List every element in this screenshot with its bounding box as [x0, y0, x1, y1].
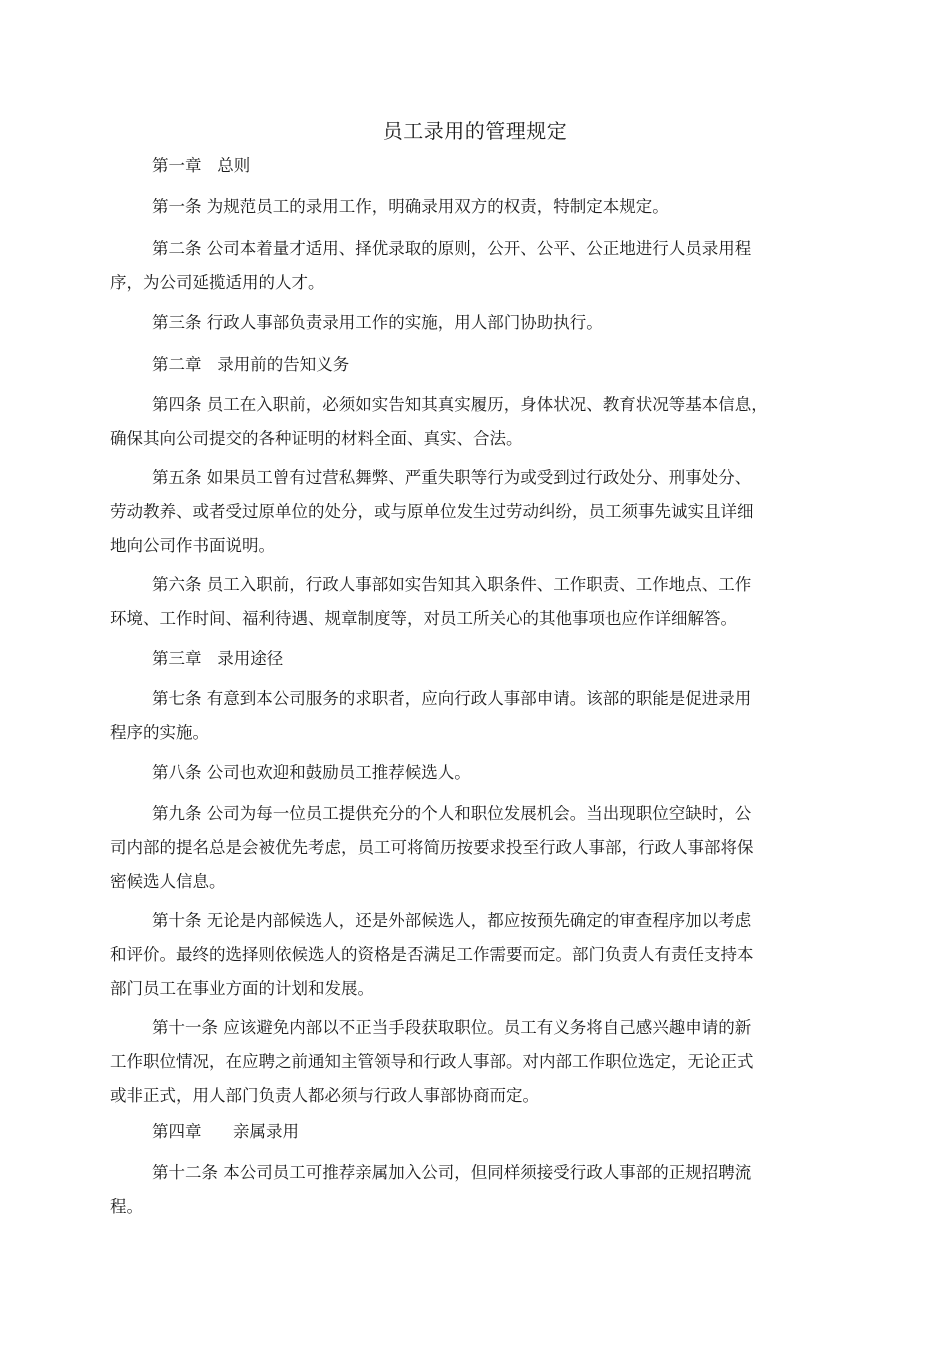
article-9-line: 密候选人信息。 [110, 872, 226, 891]
article-1-line: 第一条 为规范员工的录用工作，明确录用双方的权责，特制定本规定。 [152, 197, 669, 216]
article-11-line: 第十一条 应该避免内部以不正当手段获取职位。员工有义务将自己感兴趣申请的新 [152, 1018, 752, 1037]
article-3 [110, 306, 830, 340]
article-3-line: 第三条 行政人事部负责录用工作的实施，用人部门协助执行。 [152, 313, 603, 332]
article-4-line: 第四条 员工在入职前，必须如实告知其真实履历，身体状况、教育状况等基本信息， [152, 395, 768, 414]
article-6 [110, 568, 830, 636]
article-6-line: 第六条 员工入职前，行政人事部如实告知其入职条件、工作职责、工作地点、工作 [152, 575, 752, 594]
chapter-1-heading: 第一章 总则 [152, 156, 251, 175]
article-5-line: 地向公司作书面说明。 [110, 536, 275, 555]
chapter-3-heading: 第三章 录用途径 [152, 649, 284, 668]
article-8 [110, 756, 830, 790]
chapter-4-heading: 第四章 亲属录用 [152, 1122, 299, 1141]
article-5 [110, 461, 830, 563]
article-6-line: 环境、工作时间、福利待遇、规章制度等，对员工所关心的其他事项也应作详细解答。 [110, 609, 737, 628]
article-10-line: 第十条 无论是内部候选人，还是外部候选人，都应按预先确定的审查程序加以考虑 [152, 911, 752, 930]
article-9 [110, 797, 830, 899]
article-2-line: 序，为公司延揽适用的人才。 [110, 273, 325, 292]
article-5-line: 第五条 如果员工曾有过营私舞弊、严重失职等行为或受到过行政处分、刑事处分、 [152, 468, 752, 487]
article-11-line: 或非正式，用人部门负责人都必须与行政人事部协商而定。 [110, 1086, 539, 1105]
article-10 [110, 904, 830, 1006]
chapter-2-heading: 第二章 录用前的告知义务 [152, 355, 350, 374]
article-1 [110, 190, 830, 224]
article-5-line: 劳动教养、或者受过原单位的处分，或与原单位发生过劳动纠纷，员工须事先诚实且详细 [110, 502, 754, 521]
article-10-line: 部门员工在事业方面的计划和发展。 [110, 979, 374, 998]
article-12-line: 第十二条 本公司员工可推荐亲属加入公司，但同样须接受行政人事部的正规招聘流 [152, 1163, 752, 1182]
article-9-line: 司内部的提名总是会被优先考虑，员工可将简历按要求投至行政人事部，行政人事部将保 [110, 838, 754, 857]
article-9-line: 第九条 公司为每一位员工提供充分的个人和职位发展机会。当出现职位空缺时，公 [152, 804, 752, 823]
article-12 [110, 1156, 830, 1224]
article-2 [110, 232, 830, 300]
article-11 [110, 1011, 830, 1113]
article-2-line: 第二条 公司本着量才适用、择优录取的原则，公开、公平、公正地进行人员录用程 [152, 239, 752, 258]
article-4 [110, 388, 830, 456]
article-10-line: 和评价。最终的选择则依候选人的资格是否满足工作需要而定。部门负责人有责任支持本 [110, 945, 754, 964]
article-7-line: 程序的实施。 [110, 723, 209, 742]
article-7 [110, 682, 830, 750]
article-12-line: 程。 [110, 1197, 143, 1216]
article-7-line: 第七条 有意到本公司服务的求职者，应向行政人事部申请。该部的职能是促进录用 [152, 689, 752, 708]
document-title: 员工录用的管理规定 [382, 119, 568, 143]
article-8-line: 第八条 公司也欢迎和鼓励员工推荐候选人。 [152, 763, 471, 782]
article-11-line: 工作职位情况，在应聘之前通知主管领导和行政人事部。对内部工作职位选定，无论正式 [110, 1052, 754, 1071]
article-4-line: 确保其向公司提交的各种证明的材料全面、真实、合法。 [110, 429, 523, 448]
